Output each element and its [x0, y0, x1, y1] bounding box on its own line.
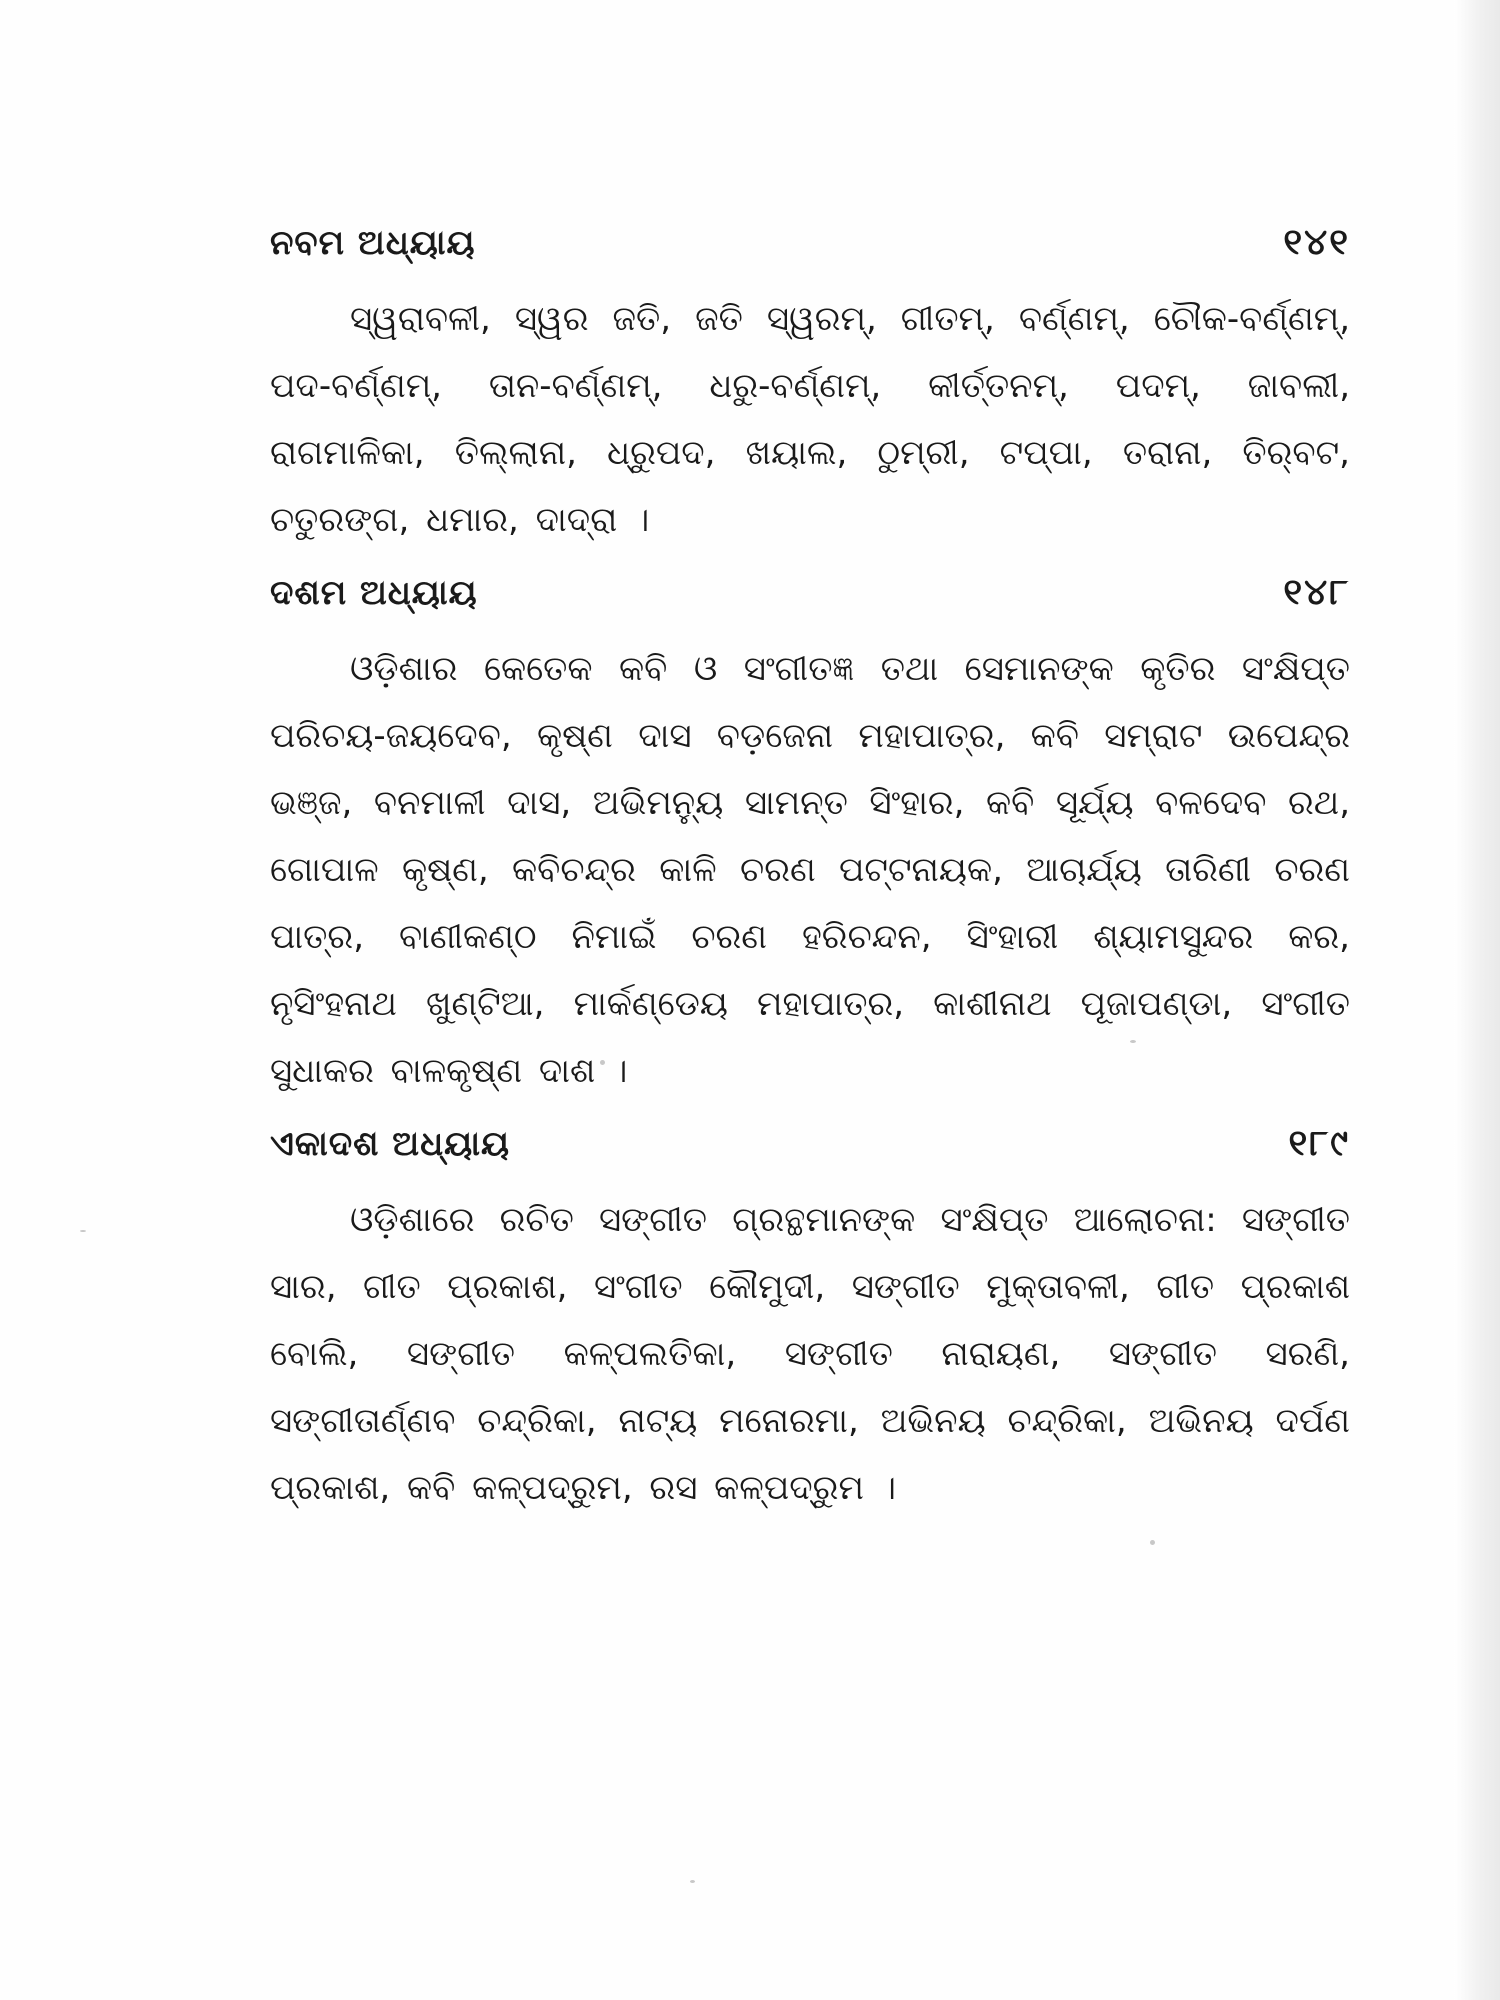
- chapter-entry-11: [270, 1123, 1350, 1522]
- chapter-heading-row: [270, 222, 1350, 286]
- table-of-contents: [270, 222, 1350, 1540]
- chapter-entry-9: [270, 222, 1350, 554]
- chapter-title: ଦଶମ ଅଧ୍ୟାୟ: [270, 573, 478, 613]
- scan-speck: [1150, 1540, 1155, 1545]
- chapter-title: ଏକାଦଶ ଅଧ୍ୟାୟ: [270, 1124, 511, 1164]
- chapter-heading-row: [270, 1123, 1350, 1187]
- scan-speck: [80, 1230, 86, 1232]
- chapter-heading-row: [270, 572, 1350, 636]
- chapter-title: ନବମ ଅଧ୍ୟାୟ: [270, 223, 476, 263]
- chapter-summary: ଓଡ଼ିଶାର କେତେକ କବି ଓ ସଂଗୀତଜ୍ଞ ତଥା ସେମାନଙ୍କ କୃତିର ସଂକ୍ଷିପ୍ତ ପରିଚୟ-ଜୟଦେବ, କୃଷ୍ଣ ଦାସ ବଡ଼ଜେନା ମହାପାତ୍ର, କବି ସମ୍ରାଟ ଉପେନ୍ଦ୍ର ଭଞ୍ଜ, ବନମାଳୀ ଦାସ, ଅଭିମନ୍ୟୁ ସାମନ୍ତ ସିଂହାର, କବି ସୂର୍ଯ୍ୟ ବଳଦେବ ରଥ, ଗୋପାଳ କୃଷ୍ଣ, କବିଚନ୍ଦ୍ର କାଳି ଚରଣ ପଟ୍ଟନାୟକ, ଆଚାର୍ଯ୍ୟ ତାରିଣୀ ଚରଣ ପାତ୍ର, ବାଣୀକଣ୍ଠ ନିମାଇଁ ଚରଣ ହରିଚନ୍ଦନ, ସିଂହାରୀ ଶ୍ୟାମସୁନ୍ଦର କର, ନୃସିଂହନାଥ ଖୁଣ୍ଟିଆ, ମାର୍କଣ୍ଡେୟ ମହାପାତ୍ର, କାଶୀନାଥ ପୂଜାପଣ୍ଡା, ସଂଗୀତ ସୁଧାକର ବାଳକୃଷ୍ଣ ଦାଶ ।: [270, 649, 1350, 1091]
- chapter-entry-10: [270, 572, 1350, 1105]
- chapter-summary: ସ୍ୱରାବଳୀ, ସ୍ୱର ଜତି, ଜତି ସ୍ୱରମ୍, ଗୀତମ୍, ବର୍ଣ୍ଣମ୍, ଚୌକ-ବର୍ଣ୍ଣମ୍, ପଦ-ବର୍ଣ୍ଣମ୍, ତାନ-ବର୍ଣ୍ଣମ୍, ଧରୁ-ବର୍ଣ୍ଣମ୍, କୀର୍ତ୍ତନମ୍, ପଦମ୍, ଜାବଲୀ, ରାଗମାଳିକା, ତିଲ୍ଲାନା, ଧ୍ରୁପଦ, ଖୟାଲ, ଠୁମ୍‌ରୀ, ଟପ୍‌ପା, ତରାନା, ତିର୍‌ବଟ, ଚତୁରଙ୍ଗ, ଧମାର, ଦାଦ୍‌ରା ।: [270, 299, 1350, 540]
- page-edge-shadow: [1454, 0, 1500, 2000]
- chapter-summary: ଓଡ଼ିଶାରେ ରଚିତ ସଙ୍ଗୀତ ଗ୍ରନ୍ଥମାନଙ୍କ ସଂକ୍ଷିପ୍ତ ଆଲୋଚନା: ସଙ୍ଗୀତ ସାର, ଗୀତ ପ୍ରକାଶ, ସଂଗୀତ କୌମୁଦୀ, ସଙ୍ଗୀତ ମୁକ୍ତାବଳୀ, ଗୀତ ପ୍ରକାଶ ବୋଲି, ସଙ୍ଗୀତ କଳ୍ପଲତିକା, ସଙ୍ଗୀତ ନାରାୟଣ, ସଙ୍ଗୀତ ସରଣି, ସଙ୍ଗୀତାର୍ଣ୍ଣବ ଚନ୍ଦ୍ରିକା, ନାଟ୍ୟ ମନୋରମା, ଅଭିନୟ ଚନ୍ଦ୍ରିକା, ଅଭିନୟ ଦର୍ପଣ ପ୍ରକାଶ, କବି କଳ୍ପଦ୍ରୁମ, ରସ କଳ୍ପଦ୍ରୁମ ।: [270, 1200, 1350, 1508]
- chapter-page-number: ୧୮୯: [1288, 1123, 1350, 1164]
- scan-speck: [690, 1880, 695, 1883]
- chapter-page-number: ୧୪୧: [1283, 222, 1350, 263]
- chapter-page-number: ୧୪୮: [1283, 572, 1350, 613]
